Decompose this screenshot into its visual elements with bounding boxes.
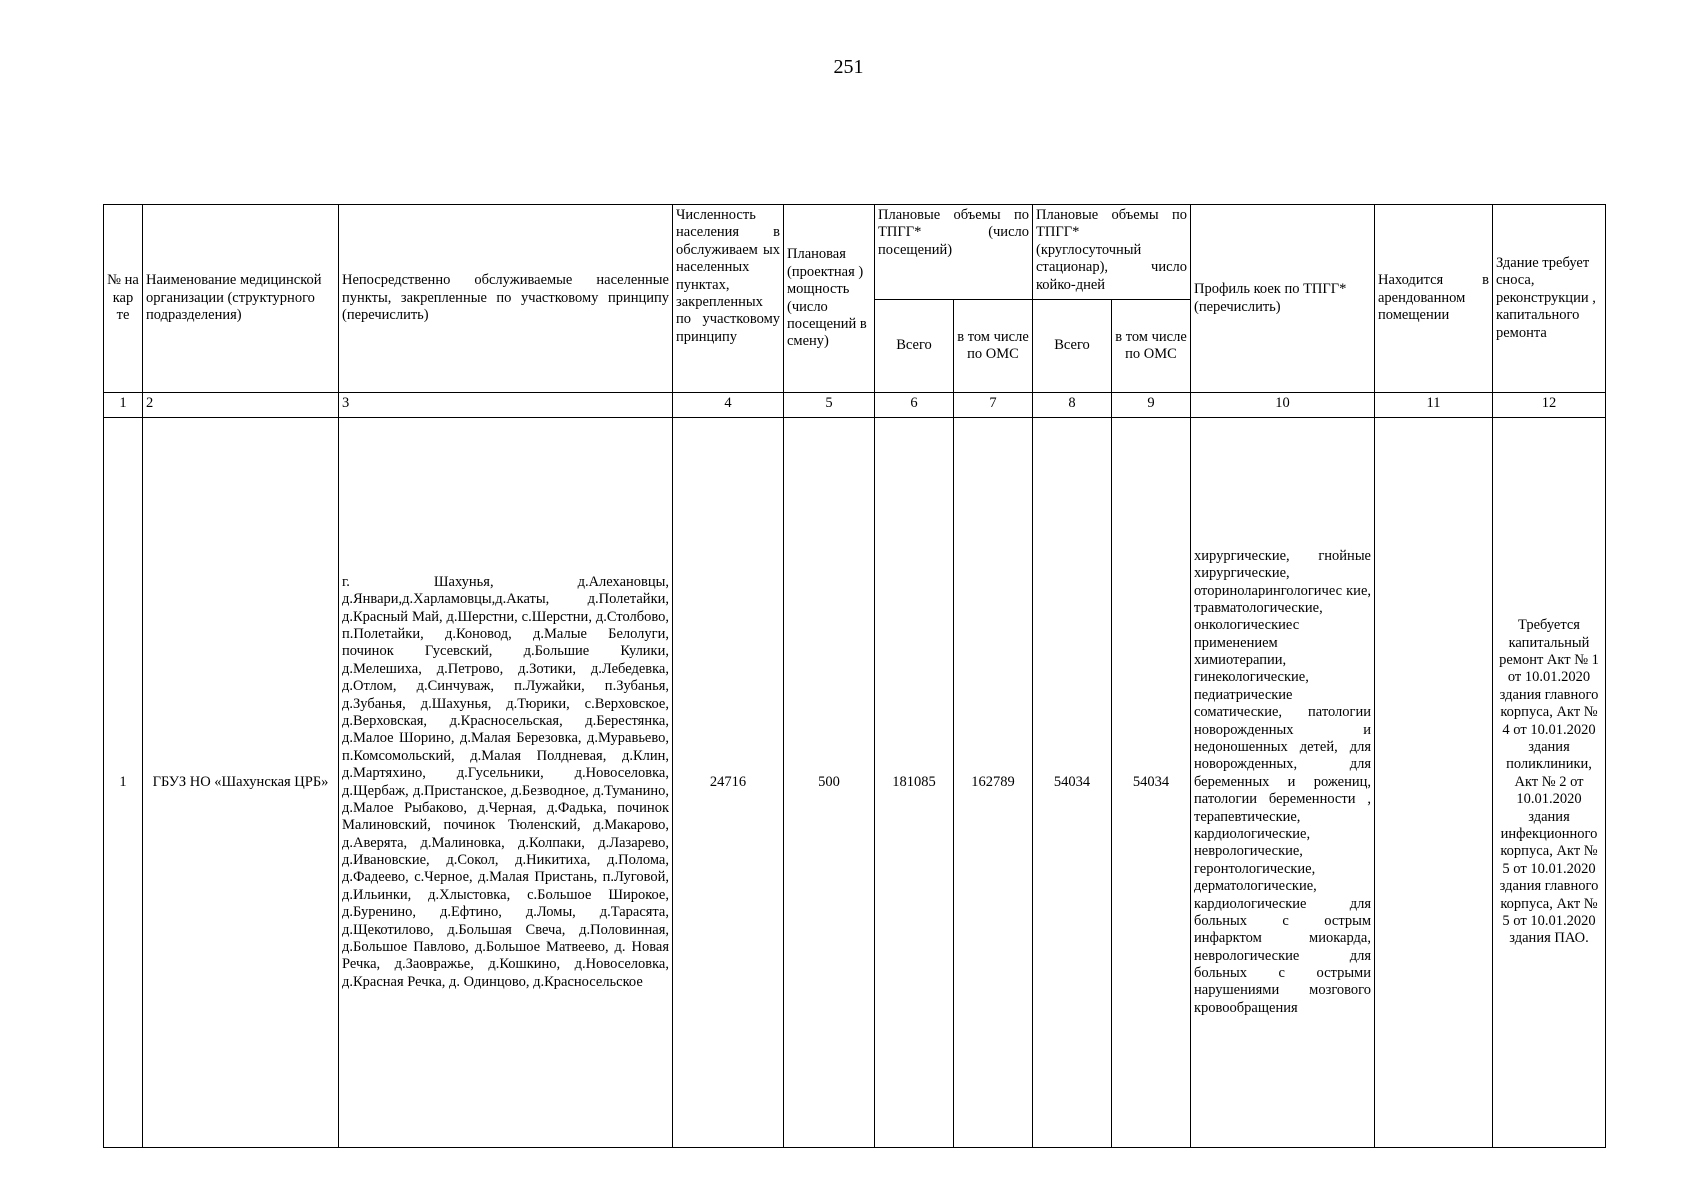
header-capacity: Плановая (проектная ) мощность (число посещений в смену)	[784, 205, 875, 393]
header-beddays-total: Всего	[1033, 300, 1112, 393]
column-number: 4	[673, 393, 784, 418]
column-number: 9	[1112, 393, 1191, 418]
header-organization-name: Наименование медицинской организации (структурного подразделения)	[143, 205, 339, 393]
capacity-value: 500	[784, 418, 875, 1148]
column-numbers-row	[104, 393, 1606, 418]
column-number: 3	[339, 393, 673, 418]
header-planned-bed-days: Плановые объемы по ТПГГ* (круглосуточный стационар), число койко-дней	[1033, 205, 1191, 300]
column-number: 5	[784, 393, 875, 418]
header-beddays-oms: в том числе по ОМС	[1112, 300, 1191, 393]
header-repair: Здание требует сноса, реконструкции , капитального ремонта	[1493, 205, 1606, 393]
beddays-oms-value: 54034	[1112, 418, 1191, 1148]
column-number: 8	[1033, 393, 1112, 418]
visits-oms-value: 162789	[954, 418, 1033, 1148]
column-number: 2	[143, 393, 339, 418]
page-number: 251	[833, 56, 864, 78]
bed-profile-list: хирургические, гнойные хирургические, оториноларингологичес кие, травматологические, онкологическиес применением химиотерапии, гинекологические, педиатрические соматические, патологии новорожденных и недоношенных детей, для новорожденных, для беременных и рожениц, патологии беременности , терапевтические, кардиологические, неврологические, геронтологические, дерматологические, кардиологические для больных с острым инфарктом миокарда, неврологические для больных с острыми нарушениями мозгового кровообращения	[1191, 418, 1375, 1148]
header-settlements: Непосредственно обслуживаемые населенные пункты, закрепленные по участковому принципу (перечислить)	[339, 205, 673, 393]
beddays-total-value: 54034	[1033, 418, 1112, 1148]
column-number: 12	[1493, 393, 1606, 418]
repair-status: Требуется капитальный ремонт Акт № 1 от 10.01.2020 здания главного корпуса, Акт № 4 от 10.01.2020 здания поликлиники, Акт № 2 от 10.01.2020 здания инфекционного корпуса, Акт № 5 от 10.01.2020 здания главного корпуса, Акт № 5 от 10.01.2020 здания ПАО.	[1493, 418, 1606, 1148]
header-planned-visits: Плановые объемы по ТПГГ* (число посещений)	[875, 205, 1033, 300]
header-visits-total: Всего	[875, 300, 954, 393]
organization-name: ГБУЗ НО «Шахунская ЦРБ»	[143, 418, 339, 1148]
table-header-row	[104, 205, 1606, 300]
column-number: 1	[104, 393, 143, 418]
visits-total-value: 181085	[875, 418, 954, 1148]
column-number: 6	[875, 393, 954, 418]
header-population: Численность населения в обслуживаем ых населенных пунктах, закрепленных по участковому принципу	[673, 205, 784, 393]
population-value: 24716	[673, 418, 784, 1148]
column-number: 11	[1375, 393, 1493, 418]
header-bed-profile: Профиль коек по ТПГГ* (перечислить)	[1191, 205, 1375, 393]
rented-value	[1375, 418, 1493, 1148]
medical-organizations-table	[103, 204, 1606, 1148]
settlements-list: г. Шахунья, д.Алехановцы, д.Январи,д.Харламовцы,д.Акаты, д.Полетайки, д.Красный Май, д.Шерстни, с.Шерстни, д.Столбово, п.Полетайки, д.Коновод, д.Малые Белолуги, починок Гусевский, д.Большие Кулики, д.Мелешиха, д.Петрово, д.Зотики, д.Лебедевка, д.Отлом, д.Синчуваж, п.Лужайки, п.Зубанья, д.Зубанья, д.Шахунья, д.Тюрики, с.Верховское, д.Верховская, д.Красносельская, д.Берестянка, д.Малое Шорино, д.Малая Березовка, д.Муравьево, п.Комсомольский, д.Малая Полдневая, д.Клин, д.Мартяхино, д.Гусельники, д.Новоселовка, д.Щербаж, д.Пристанское, д.Безводное, д.Туманино, д.Малое Рыбаково, д.Черная, д.Фадька, починок Малиновский, починок Тюленский, д.Макарово, д.Аверята, д.Малиновка, д.Колпаки, д.Лазарево, д.Ивановские, д.Сокол, д.Никитиха, д.Полома, д.Фадеево, с.Черное, д.Малая Пристань, п.Луговой, д.Ильинки, д.Хлыстовка, с.Большое Широкое, д.Буренино, д.Ефтино, д.Ломы, д.Тарасята, д.Щекотилово, д.Большая Свеча, д.Половинная, д.Большое Павлово, д.Большое Матвеево, д. Новая Речка, д.Заовражье, д.Кошкино, д.Новоселовка, д.Красная Речка, д. Одинцово, д.Красносельское	[339, 418, 673, 1148]
header-visits-oms: в том числе по ОМС	[954, 300, 1033, 393]
table-row	[104, 418, 1606, 1148]
header-rented: Находится в арендованном помещении	[1375, 205, 1493, 393]
header-map-number: № на кар те	[104, 205, 143, 393]
row-number: 1	[104, 418, 143, 1148]
column-number: 7	[954, 393, 1033, 418]
column-number: 10	[1191, 393, 1375, 418]
